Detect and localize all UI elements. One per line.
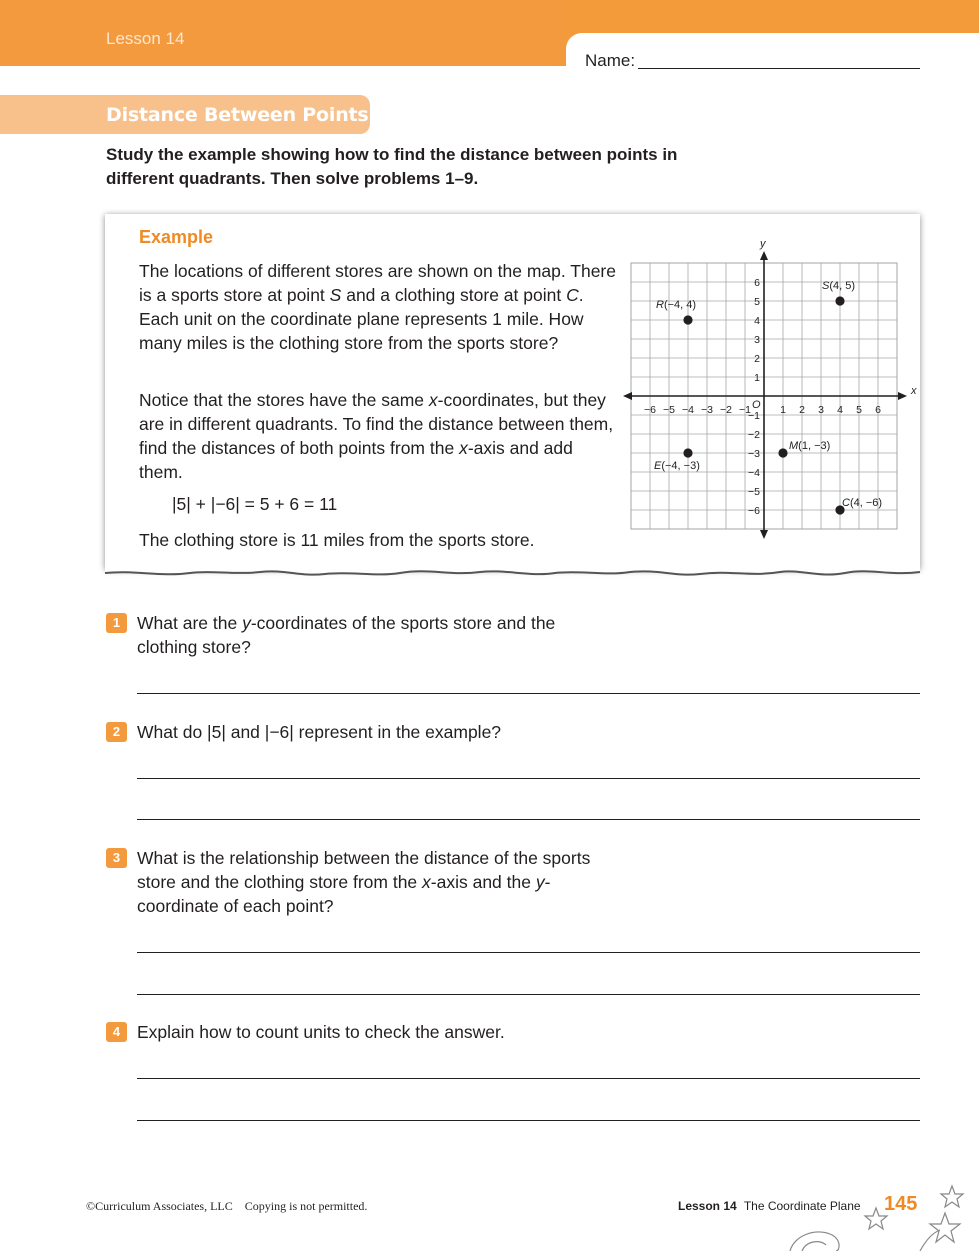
page-number: 145 bbox=[884, 1193, 918, 1215]
footer-lesson: Lesson 14 The Coordinate Plane bbox=[678, 1199, 861, 1213]
lesson-tab bbox=[0, 0, 566, 66]
point-label-r: R(−4, 4) bbox=[656, 299, 697, 311]
answer-line[interactable] bbox=[137, 778, 920, 779]
y-tick-label: 5 bbox=[754, 296, 760, 308]
point-label-m: M(1, −3) bbox=[789, 440, 831, 452]
y-axis-arrow-down bbox=[760, 530, 768, 539]
y-axis-label: y bbox=[760, 238, 766, 250]
origin-label: O bbox=[752, 399, 761, 411]
answer-line[interactable] bbox=[137, 693, 920, 694]
x-tick-label: −4 bbox=[682, 404, 694, 416]
y-tick-label: −4 bbox=[748, 467, 760, 479]
torn-edge bbox=[100, 560, 925, 584]
section-title: Distance Between Points bbox=[106, 104, 369, 126]
y-tick-label: 3 bbox=[754, 334, 760, 346]
y-tick-label: −5 bbox=[748, 486, 760, 498]
example-paragraph-1: The locations of different stores are shown on the map. There is a sports store at point S and a clothing store at point C. Each unit on the coordinate plane represents 1 mile. How many miles is the clothing store from the sports store? bbox=[139, 261, 616, 353]
point-m bbox=[778, 448, 787, 457]
y-tick-label: 4 bbox=[754, 315, 760, 327]
question-text: Explain how to count units to check the answer. bbox=[137, 1022, 505, 1042]
x-tick-label: 2 bbox=[799, 404, 805, 416]
x-axis-arrow-left bbox=[623, 392, 632, 400]
x-tick-label: 6 bbox=[875, 404, 881, 416]
lesson-label: Lesson 14 bbox=[106, 29, 185, 48]
question-number: 4 bbox=[106, 1022, 127, 1042]
point-r bbox=[683, 315, 692, 324]
y-tick-label: −1 bbox=[748, 410, 760, 422]
x-tick-label: −6 bbox=[644, 404, 656, 416]
x-tick-label: −1 bbox=[739, 404, 751, 416]
answer-line[interactable] bbox=[137, 1078, 920, 1079]
x-tick-label: 5 bbox=[856, 404, 862, 416]
x-tick-label: 1 bbox=[780, 404, 786, 416]
answer-line[interactable] bbox=[137, 1120, 920, 1121]
x-tick-label: 4 bbox=[837, 404, 843, 416]
answer-line[interactable] bbox=[137, 952, 920, 953]
example-conclusion: The clothing store is 11 miles from the sports store. bbox=[139, 530, 535, 550]
example-equation: |5| + |−6| = 5 + 6 = 11 bbox=[172, 494, 338, 514]
x-axis-label: x bbox=[911, 385, 917, 397]
y-tick-label: 6 bbox=[754, 277, 760, 289]
y-tick-label: 2 bbox=[754, 353, 760, 365]
question-text: What do |5| and |−6| represent in the example? bbox=[137, 722, 502, 742]
x-tick-label: 3 bbox=[818, 404, 824, 416]
question-number: 1 bbox=[106, 613, 127, 633]
point-label-e: E(−4, −3) bbox=[654, 460, 700, 472]
point-s bbox=[835, 296, 844, 305]
example-heading: Example bbox=[139, 227, 214, 247]
y-axis-arrow-up bbox=[760, 251, 768, 260]
x-tick-label: −3 bbox=[701, 404, 713, 416]
instructions: Study the example showing how to find the distance between points in different quadrants. Then solve problems 1–9. bbox=[106, 145, 678, 188]
point-e bbox=[683, 448, 692, 457]
name-field-line[interactable] bbox=[638, 68, 920, 69]
question-text: What is the relationship between the distance of the sports store and the clothing store from the x-axis and the y-coordinate of each point? bbox=[137, 848, 591, 916]
y-tick-label: −3 bbox=[748, 448, 760, 460]
question-text: What are the y-coordinates of the sports store and the clothing store? bbox=[137, 613, 556, 657]
coordinate-graph bbox=[620, 238, 917, 540]
y-tick-label: −6 bbox=[748, 505, 760, 517]
answer-line[interactable] bbox=[137, 994, 920, 995]
answer-line[interactable] bbox=[137, 819, 920, 820]
x-tick-label: −5 bbox=[663, 404, 675, 416]
x-tick-label: −2 bbox=[720, 404, 732, 416]
star-decoration-icon bbox=[780, 1178, 979, 1251]
y-tick-label: 1 bbox=[754, 372, 760, 384]
point-label-s: S(4, 5) bbox=[822, 280, 856, 292]
question-number: 3 bbox=[106, 848, 127, 868]
point-label-c: C(4, −6) bbox=[842, 497, 883, 509]
x-axis-arrow-right bbox=[898, 392, 907, 400]
y-tick-label: −2 bbox=[748, 429, 760, 441]
example-paragraph-2: Notice that the stores have the same x-coordinates, but they are in different quadrants. To find the distance between them, find the distances of both points from the x-axis and add them. bbox=[139, 390, 614, 482]
name-label: Name: bbox=[585, 51, 636, 70]
question-number: 2 bbox=[106, 722, 127, 742]
footer-copyright: ©Curriculum Associates, LLC Copying is not permitted. bbox=[86, 1199, 368, 1213]
